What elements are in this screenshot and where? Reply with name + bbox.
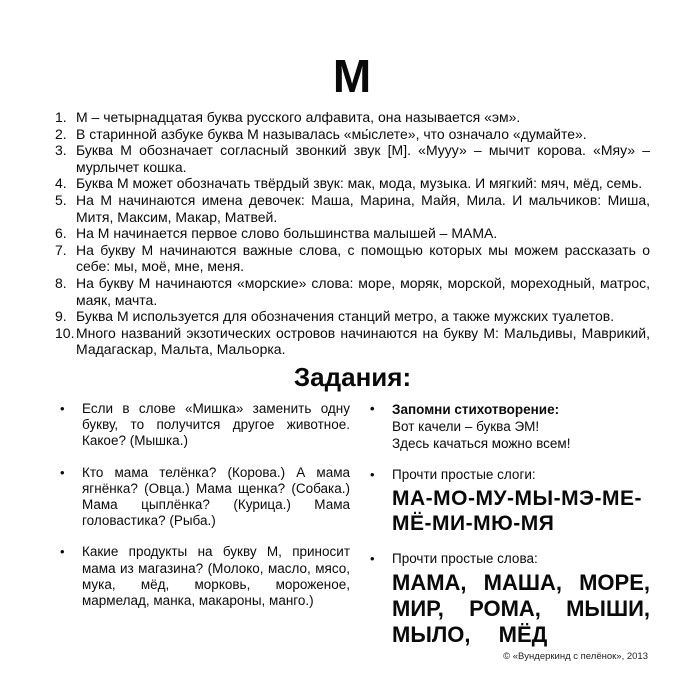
fact-text: Буква М может обозначать твёрдый звук: мак, мода, музыка. И мягкий: мяч, мёд, семь. [76, 175, 643, 192]
words-line: МИР, РОМА, МЫШИ, [392, 596, 650, 622]
fact-item [55, 109, 650, 126]
words-label: Прочти простые слова: [392, 551, 538, 567]
fact-number: 2. [55, 125, 67, 142]
task-item [58, 401, 350, 450]
fact-text: Много названий экзотических островов начинаются на букву М: Мальдивы, Маврикий, Мадагаскар, Мальта, Мальорка. [76, 324, 650, 358]
bullet-icon: • [60, 464, 65, 480]
fact-text: М – четырнадцатая буква русского алфавита, она называется «эм». [76, 109, 521, 125]
task-item [58, 544, 350, 609]
fact-text: На букву М начинаются важные слова, с помощью которых мы можем рассказать о себе: мы, моё, мне, меня. [76, 241, 650, 275]
fact-text: В старинной азбуке буква М называлась «мы́слете», что означало «думайте». [76, 125, 587, 142]
fact-number: 4. [55, 175, 67, 192]
copyright-notice: © «Вундеркинд с пелёнок», 2013 [503, 651, 648, 663]
tasks-right-column [368, 401, 650, 681]
words-line: МЫЛО, МЁД [392, 622, 548, 648]
fact-number: 7. [55, 241, 67, 258]
fact-item [55, 126, 650, 143]
fact-number: 9. [55, 308, 67, 325]
page-title: М [332, 50, 373, 102]
task-item-words [368, 551, 650, 665]
task-item-poem [368, 401, 650, 452]
fact-number: 1. [55, 109, 67, 125]
bullet-icon: • [60, 400, 65, 416]
facts-list [55, 109, 650, 358]
fact-text: На М начинаются имена девочек: Маша, Марина, Майя, Мила. И мальчиков: Миша, Митя, Максим, Макар, Матвей. [76, 191, 650, 225]
tasks-left-column [58, 401, 350, 681]
poem-label: Запомни стихотворение: [392, 401, 560, 417]
fact-number: 6. [55, 225, 67, 242]
fact-text: На букву М начинаются «морские» слова: море, моряк, морской, мореходный, матрос, маяк, мачта. [76, 274, 650, 308]
fact-item [55, 142, 650, 175]
bullet-icon: • [370, 400, 375, 416]
bullet-icon: • [370, 466, 375, 482]
tasks-heading: Задания: [293, 361, 412, 392]
fact-number: 8. [55, 274, 67, 291]
syllables-label: Прочти простые слоги: [392, 466, 536, 482]
fact-item [55, 325, 650, 358]
fact-item [55, 308, 650, 325]
task-text: Если в слове «Мишка» заменить одну букву, то получится другое животное. Какое? (Мышка.) [82, 400, 350, 449]
poem-line: Вот качели – буква ЭМ! [392, 418, 540, 434]
fact-item [55, 192, 650, 225]
task-item [58, 465, 350, 530]
task-text: Кто мама телёнка? (Корова.) А мама ягнёнка? (Овца.) Мама щенка? (Собака.) Мама цыплёнка? (Курица.) Мама головастика? (Рыба.) [82, 464, 350, 529]
fact-item [55, 275, 650, 308]
syllables-line: МА-МО-МУ-МЫ-МЭ-МЕ- [392, 487, 642, 511]
fact-item [55, 225, 650, 242]
fact-item [55, 175, 650, 192]
words-line: МАМА, МАША, МОРЕ, [392, 570, 650, 596]
fact-text: На М начинается первое слово большинства малышей – МАМА. [76, 225, 498, 242]
task-item-syllables [368, 467, 650, 536]
fact-text: Буква М используется для обозначения станций метро, а также мужских туалетов. [76, 308, 615, 325]
fact-number: 10. [55, 324, 75, 341]
fact-item [55, 242, 650, 275]
bullet-icon: • [370, 551, 375, 567]
task-text: Какие продукты на букву М, приносит мама из магазина? (Молоко, масло, мясо, мука, мёд, морковь, мороженое, мармелад, манка, макароны, манго.) [82, 544, 350, 608]
fact-text: Буква М обозначает согласный звонкий звук [М]. «Мууу» – мычит корова. «Мяу» – мурлычет кошка. [76, 142, 650, 175]
syllables-line: МЁ-МИ-МЮ-МЯ [392, 512, 555, 536]
poem-line: Здесь качаться можно всем! [392, 435, 571, 451]
tasks-columns [58, 401, 650, 681]
fact-number: 5. [55, 191, 67, 208]
fact-number: 3. [55, 142, 67, 159]
bullet-icon: • [60, 544, 65, 560]
